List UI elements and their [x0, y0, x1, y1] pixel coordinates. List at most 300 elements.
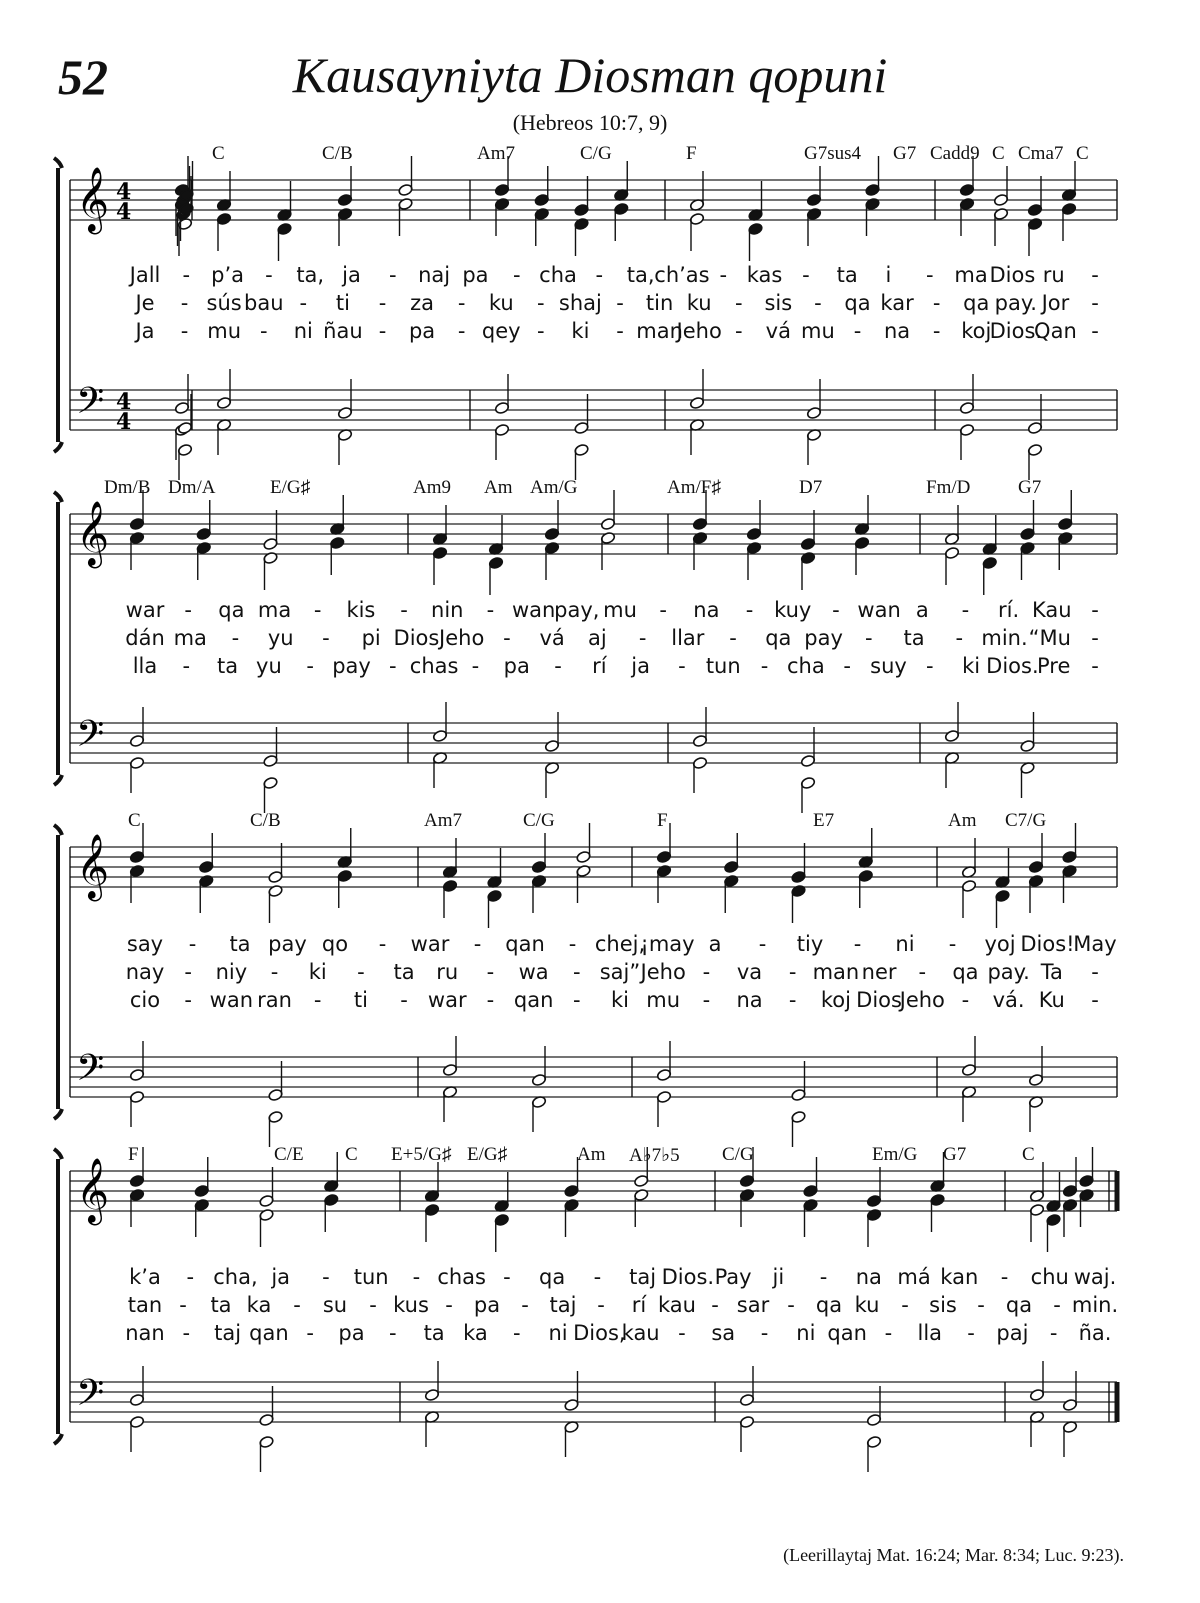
lyric-syllable: ñau — [323, 319, 363, 343]
lyric-syllable: pay. — [994, 291, 1037, 315]
lyric-syllable: man — [812, 960, 860, 984]
treble-clef-icon: 𝄞 — [76, 501, 110, 566]
chord-symbol: E/G♯ — [467, 1144, 508, 1165]
chord-symbol: Am — [484, 477, 513, 498]
lyric-syllable: sar — [736, 1293, 770, 1317]
lyric-syllable: bau — [243, 291, 284, 315]
lyric-hyphen: - — [231, 626, 240, 650]
chord-symbol: C/G — [523, 810, 555, 831]
lyric-syllable: qa — [815, 1293, 843, 1317]
lyric-syllable: Dios — [989, 263, 1036, 287]
lyric-syllable: k’a — [129, 1265, 161, 1289]
lyric-syllable: ta — [217, 654, 239, 678]
lyric-syllable: ta — [423, 1321, 445, 1345]
lyric-hyphen: - — [313, 988, 322, 1012]
lyric-syllable: Kau — [1032, 598, 1072, 622]
lyric-hyphen: - — [1091, 598, 1099, 622]
lyric-syllable: kan — [940, 1265, 979, 1289]
lyric-syllable: ru — [1042, 263, 1065, 287]
lyric-syllable: Dios! — [1020, 932, 1075, 956]
lyric-hyphen: - — [486, 598, 495, 622]
lyric-syllable: Jeho — [439, 626, 485, 650]
lyric-hyphen: - — [537, 291, 545, 315]
lyric-syllable: kis — [346, 598, 376, 622]
lyric-syllable: na — [736, 988, 763, 1012]
lyric-syllable: taj — [549, 1293, 577, 1317]
lyric-hyphen: - — [186, 1265, 195, 1289]
lyric-syllable: Dios — [856, 988, 902, 1012]
lyric-hyphen: - — [188, 932, 197, 956]
lyric-syllable: sús — [206, 291, 242, 315]
lyric-syllable: mu — [801, 319, 835, 343]
notes-system-3 — [126, 823, 1077, 1147]
lyric-syllable: pay, — [554, 598, 600, 622]
lyric-syllable: lla — [917, 1321, 943, 1345]
lyric-syllable: May — [1073, 932, 1117, 956]
lyric-syllable: ña. — [1078, 1321, 1112, 1345]
lyric-syllable: cha, — [213, 1265, 258, 1289]
treble-clef-icon: 𝄞 — [76, 167, 110, 232]
bass-clef-icon: 𝄢 — [76, 1047, 105, 1098]
chord-symbol: C — [1076, 143, 1089, 164]
lyric-syllable: i — [885, 263, 892, 287]
lyric-hyphen: - — [306, 1321, 314, 1345]
chord-symbol: F — [657, 810, 668, 831]
lyric-syllable: ja — [271, 1265, 291, 1289]
treble-clef-icon: 𝄞 — [76, 834, 110, 899]
chord-symbol: F — [686, 143, 697, 164]
lyric-hyphen: - — [1091, 319, 1099, 343]
lyric-syllable: waj. — [1073, 1265, 1117, 1289]
lyric-syllable: ki — [308, 960, 327, 984]
lyric-syllable: Qan — [1034, 319, 1077, 343]
lyric-hyphen: - — [184, 988, 192, 1012]
lyric-syllable: sa — [711, 1321, 736, 1345]
footer-references: (Leerillaytaj Mat. 16:24; Mar. 8:34; Luc. 9:23). — [783, 1545, 1124, 1565]
lyric-syllable: rí. — [998, 598, 1020, 622]
lyric-syllable: yu — [256, 654, 282, 678]
lyric-syllable: pa — [408, 319, 436, 343]
lyric-hyphen: - — [389, 263, 397, 287]
lyric-syllable: Dios. — [989, 319, 1043, 343]
lyric-syllable: Jall — [129, 263, 161, 287]
lyric-syllable: p’a — [211, 263, 245, 287]
chord-symbol: Em/G — [872, 1144, 918, 1165]
lyric-hyphen: - — [473, 932, 482, 956]
chord-symbol: C — [1022, 1144, 1035, 1165]
lyric-hyphen: - — [265, 263, 273, 287]
lyric-syllable: ta — [903, 626, 925, 650]
lyric-hyphen: - — [378, 932, 387, 956]
lyric-syllable: yoj — [984, 932, 1016, 956]
lyric-hyphen: - — [1053, 1293, 1061, 1317]
lyric-syllable: Ku — [1038, 988, 1065, 1012]
system-bracket — [54, 825, 62, 1119]
lyric-hyphen: - — [400, 988, 408, 1012]
lyric-syllable: Pay — [714, 1265, 752, 1289]
lyric-syllable: qan — [513, 988, 554, 1012]
lyric-hyphen: - — [819, 1265, 828, 1289]
lyric-hyphen: - — [865, 626, 873, 650]
lyric-hyphen: - — [182, 263, 191, 287]
lyric-hyphen: - — [179, 1293, 187, 1317]
lyric-syllable: ki — [962, 654, 981, 678]
lyric-hyphen: - — [788, 988, 797, 1012]
chord-symbol: C/G — [580, 143, 612, 164]
lyric-syllable: ch’as — [654, 263, 710, 287]
lyric-syllable: pa — [473, 1293, 501, 1317]
lyric-syllable: naj — [418, 263, 451, 287]
lyric-hyphen: - — [521, 1293, 529, 1317]
lyric-hyphen: - — [918, 960, 927, 984]
lyric-syllable: “Mu — [1028, 626, 1071, 650]
lyric-syllable: chas — [437, 1265, 486, 1289]
lyric-hyphen: - — [299, 291, 308, 315]
notes-system-2 — [129, 490, 1073, 813]
hymn-number: 52 — [58, 49, 108, 105]
lyric-syllable: ma — [173, 626, 207, 650]
chord-symbol: Am7 — [477, 143, 515, 164]
lyric-hyphen: - — [357, 960, 365, 984]
lyric-syllable: pay — [268, 932, 307, 956]
lyric-hyphen: - — [445, 1293, 453, 1317]
lyric-syllable: war — [410, 932, 450, 956]
chord-symbol: E/G♯ — [270, 477, 311, 498]
lyric-syllable: qa — [952, 960, 979, 984]
lyric-hyphen: - — [1000, 1265, 1009, 1289]
lyric-syllable: qey — [481, 319, 521, 343]
lyric-syllable: ja — [631, 654, 650, 678]
lyric-syllable: Jeho — [676, 319, 722, 343]
lyric-hyphen: - — [457, 291, 466, 315]
lyric-syllable: war — [125, 598, 165, 622]
treble-staff — [70, 1171, 1117, 1211]
lyric-syllable: qa — [765, 626, 792, 650]
lyric-syllable: tun — [353, 1265, 389, 1289]
lyric-hyphen: - — [814, 291, 822, 315]
lyric-syllable: ki — [571, 319, 590, 343]
lyric-syllable: su — [322, 1293, 348, 1317]
lyric-hyphen: - — [369, 1293, 377, 1317]
lyric-syllable: Jeho — [640, 960, 686, 984]
lyric-syllable: ta, — [296, 263, 325, 287]
treble-time-signature-top: 4 — [116, 179, 132, 205]
lyric-hyphen: - — [593, 1265, 602, 1289]
lyric-syllable: ta — [210, 1293, 232, 1317]
chord-symbol: C — [212, 143, 225, 164]
chord-symbol: G7sus4 — [804, 143, 862, 164]
lyric-hyphen: - — [573, 960, 581, 984]
lyric-syllable: qo — [321, 932, 349, 956]
lyric-syllable: qan — [505, 932, 545, 956]
treble-staff — [70, 847, 1117, 887]
lyric-hyphen: - — [512, 1321, 521, 1345]
lyric-syllable: qan — [249, 1321, 289, 1345]
lyric-hyphen: - — [616, 291, 624, 315]
lyric-hyphen: - — [554, 654, 562, 678]
lyric-syllable: ni — [548, 1321, 568, 1345]
lyric-hyphen: - — [1091, 291, 1099, 315]
lyric-syllable: kau — [621, 1321, 660, 1345]
lyric-syllable: a — [708, 932, 722, 956]
treble-staff — [70, 514, 1117, 554]
lyric-hyphen: - — [313, 598, 322, 622]
chord-symbol: G7 — [943, 1144, 967, 1165]
hymn-title: Kausayniyta Diosman qopuni — [292, 47, 888, 103]
treble-clef-icon: 𝄞 — [76, 1158, 110, 1223]
lyric-syllable: ja — [342, 263, 361, 287]
lyric-syllable: ta, — [626, 263, 655, 287]
chord-symbol: G7 — [893, 143, 917, 164]
lyric-syllable: mu — [646, 988, 681, 1012]
lyric-syllable: dán — [125, 626, 165, 650]
lyric-syllable: kus — [393, 1293, 429, 1317]
lyric-syllable: cha — [539, 263, 577, 287]
lyric-syllable: ka — [246, 1293, 272, 1317]
lyric-syllable: ku — [488, 291, 514, 315]
lyric-syllable: ma — [954, 263, 988, 287]
lyric-hyphen: - — [184, 598, 192, 622]
lyric-syllable: rí — [631, 1293, 647, 1317]
lyric-syllable: Dios. — [661, 1265, 715, 1289]
lyric-syllable: lla — [132, 654, 158, 678]
lyric-syllable: ¡may — [640, 932, 695, 956]
lyric-hyphen: - — [412, 1265, 421, 1289]
chord-symbol: A♭7♭5 — [629, 1145, 680, 1166]
lyric-hyphen: - — [597, 1293, 605, 1317]
lyric-hyphen: - — [1091, 626, 1099, 650]
lyric-syllable: na — [693, 598, 720, 622]
lyric-hyphen: - — [760, 654, 769, 678]
lyric-syllable: má — [897, 1265, 931, 1289]
lyric-syllable: pa — [338, 1321, 365, 1345]
lyric-syllable: qa — [218, 598, 245, 622]
chord-symbol: Am9 — [413, 477, 451, 498]
chord-symbol: C/B — [250, 810, 281, 831]
lyric-hyphen: - — [457, 319, 466, 343]
lyric-syllable: ta — [229, 932, 251, 956]
lyric-syllable: za — [410, 291, 435, 315]
lyric-syllable: war — [427, 988, 467, 1012]
lyric-syllable: ki — [611, 988, 629, 1012]
lyric-hyphen: - — [843, 654, 851, 678]
lyric-hyphen: - — [270, 960, 279, 984]
lyric-hyphen: - — [486, 960, 495, 984]
lyric-syllable: tin — [645, 291, 674, 315]
lyric-hyphen: - — [512, 263, 521, 287]
lyric-hyphen: - — [322, 626, 330, 650]
chord-symbol: C — [128, 810, 141, 831]
lyric-hyphen: - — [400, 598, 408, 622]
lyric-hyphen: - — [901, 1293, 909, 1317]
lyric-syllable: min. — [981, 626, 1028, 650]
lyric-hyphen: - — [932, 291, 941, 315]
lyric-syllable: ti — [335, 291, 350, 315]
lyric-syllable: llar — [671, 626, 705, 650]
lyric-syllable: aj — [588, 626, 607, 650]
lyric-syllable: tiy — [796, 932, 824, 956]
lyric-syllable: sis — [929, 1293, 957, 1317]
treble-time-signature-bottom: 4 — [116, 199, 132, 225]
lyric-hyphen: - — [503, 1265, 511, 1289]
lyric-hyphen: - — [702, 988, 711, 1012]
lyric-syllable: pay — [804, 626, 843, 650]
bass-time-signature-bottom: 4 — [116, 409, 132, 435]
lyric-hyphen: - — [948, 932, 957, 956]
lyric-syllable: wan — [511, 598, 556, 622]
system-bracket — [54, 1149, 62, 1444]
lyric-syllable: ku — [686, 291, 712, 315]
chord-symbol: Fm/D — [926, 477, 971, 498]
lyric-hyphen: - — [182, 654, 191, 678]
lyric-syllable: qan — [827, 1321, 867, 1345]
lyric-hyphen: - — [702, 960, 711, 984]
lyric-hyphen: - — [184, 960, 192, 984]
lyric-syllable: tun — [705, 654, 741, 678]
lyric-syllable: yu — [267, 626, 294, 650]
chord-symbol: G7 — [1018, 477, 1042, 498]
lyric-hyphen: - — [180, 319, 189, 343]
lyric-syllable: Je — [135, 291, 155, 315]
lyric-syllable: qa — [539, 1265, 566, 1289]
lyric-syllable: qa — [963, 291, 990, 315]
lyric-hyphen: - — [925, 263, 934, 287]
lyric-syllable: pa — [503, 654, 530, 678]
lyric-hyphen: - — [378, 319, 387, 343]
bass-clef-icon: 𝄢 — [76, 1372, 105, 1423]
lyric-hyphen: - — [734, 319, 743, 343]
lyric-syllable: ta — [393, 960, 415, 984]
lyric-hyphen: - — [961, 598, 970, 622]
lyric-syllable: ma — [257, 598, 292, 622]
lyric-syllable: vá — [539, 626, 565, 650]
lyric-syllable: qa — [1005, 1293, 1033, 1317]
lyric-hyphen: - — [389, 1321, 397, 1345]
bass-staff — [70, 723, 1117, 763]
lyric-syllable: vá — [765, 319, 791, 343]
lyric-syllable: koj — [820, 988, 851, 1012]
lyric-syllable: chas — [409, 654, 459, 678]
lyric-syllable: Ta — [1040, 960, 1063, 984]
lyric-syllable: ti — [353, 988, 368, 1012]
lyric-hyphen: - — [977, 1293, 985, 1317]
lyric-hyphen: - — [884, 1321, 893, 1345]
lyric-syllable: paj — [996, 1321, 1029, 1345]
lyric-syllable: Dios, — [573, 1321, 626, 1345]
chord-symbol: C — [992, 143, 1005, 164]
scripture-reference: (Hebreos 10:7, 9) — [512, 110, 668, 135]
lyric-syllable: nin — [431, 598, 464, 622]
chord-symbol: Am/F♯ — [667, 477, 721, 498]
bass-clef-icon: 𝄢 — [76, 713, 105, 764]
chord-symbol: Am/G — [530, 477, 578, 498]
chord-symbol: C — [345, 1144, 358, 1165]
lyric-syllable: min. — [1071, 1293, 1119, 1317]
lyric-hyphen: - — [853, 932, 862, 956]
chord-symbol: Am7 — [424, 810, 462, 831]
lyric-syllable: saj” — [599, 960, 641, 984]
lyric-syllable: wan — [857, 598, 901, 622]
bass-staff — [70, 1382, 1117, 1422]
lyric-hyphen: - — [760, 1321, 769, 1345]
system-bracket — [54, 158, 62, 452]
lyric-syllable: ner — [861, 960, 897, 984]
lyric-syllable: Ja — [135, 319, 155, 343]
lyric-hyphen: - — [1091, 263, 1099, 287]
chord-symbol: Am — [948, 810, 977, 831]
lyric-hyphen: - — [711, 1293, 719, 1317]
lyric-syllable: sis — [764, 291, 793, 315]
lyric-syllable: wan — [209, 988, 254, 1012]
lyric-hyphen: - — [389, 654, 397, 678]
lyric-syllable: pay — [332, 654, 371, 678]
lyric-syllable: mu — [603, 598, 637, 622]
lyric-syllable: ru — [436, 960, 459, 984]
lyric-syllable: cha — [786, 654, 825, 678]
lyric-syllable: Dios. — [986, 654, 1039, 678]
lyric-hyphen: - — [259, 319, 268, 343]
lyric-syllable: cio — [129, 988, 161, 1012]
lyric-hyphen: - — [595, 263, 604, 287]
lyric-hyphen: - — [678, 654, 686, 678]
notes-system-1 — [174, 156, 1076, 480]
lyric-syllable: na — [855, 1265, 882, 1289]
lyric-hyphen: - — [719, 263, 728, 287]
bass-clef-icon: 𝄢 — [76, 380, 105, 431]
chord-symbol: C/B — [322, 143, 353, 164]
chord-symbol: D7 — [799, 477, 823, 498]
lyric-syllable: kar — [880, 291, 914, 315]
lyric-hyphen: - — [573, 988, 581, 1012]
lyric-hyphen: - — [1091, 654, 1099, 678]
lyric-hyphen: - — [932, 319, 941, 343]
lyric-hyphen: - — [961, 988, 970, 1012]
lyric-hyphen: - — [967, 1321, 975, 1345]
chord-symbol: C7/G — [1005, 810, 1047, 831]
lyric-syllable: kau — [658, 1293, 696, 1317]
lyric-hyphen: - — [503, 626, 511, 650]
lyric-hyphen: - — [471, 654, 480, 678]
lyric-syllable: ta — [836, 263, 858, 287]
chord-symbol: C/G — [722, 1144, 754, 1165]
lyric-hyphen: - — [537, 319, 545, 343]
lyric-syllable: chu — [1030, 1265, 1069, 1289]
lyric-syllable: koj — [961, 319, 992, 343]
lyric-hyphen: - — [638, 626, 647, 650]
lyric-syllable: nan — [125, 1321, 165, 1345]
chord-symbol: Cadd9 — [930, 143, 980, 164]
lyric-syllable: Pre — [1036, 654, 1071, 678]
chord-symbol: E7 — [813, 810, 835, 831]
lyric-hyphen: - — [734, 291, 743, 315]
lyric-syllable: Jeho — [899, 988, 945, 1012]
chord-symbol: Cma7 — [1018, 143, 1064, 164]
lyric-hyphen: - — [182, 1321, 191, 1345]
lyric-syllable: say — [126, 932, 164, 956]
lyric-syllable: a — [915, 598, 929, 622]
lyric-syllable: ni — [293, 319, 313, 343]
lyric-syllable: kuy — [774, 598, 812, 622]
system-bracket — [54, 492, 62, 785]
chord-symbol: C/E — [274, 1144, 304, 1165]
lyric-hyphen: - — [1091, 988, 1099, 1012]
lyric-syllable: rí — [592, 654, 607, 678]
lyric-syllable: ran — [257, 988, 292, 1012]
chord-symbol: Dm/B — [104, 477, 151, 498]
lyric-syllable: nay — [125, 960, 165, 984]
lyric-syllable: man — [636, 319, 683, 343]
lyric-hyphen: - — [758, 932, 767, 956]
